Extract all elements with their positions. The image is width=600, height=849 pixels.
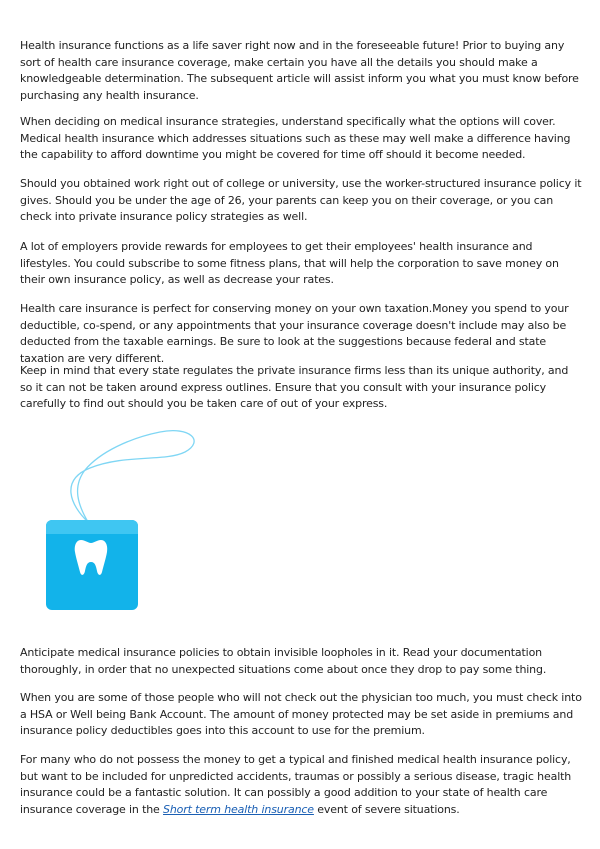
paragraph-catastrophic-text: For many who do not possess the money to get a typical and finished medical health insurance policy, but want to be included for unpredicted accidents, traumas or possibly a serious disease, tragic health insurance could be a fantastic solution. It can possibly a good addition to your state of health care insurance coverage in the bbox=[20, 753, 572, 816]
floss-thread bbox=[71, 431, 194, 522]
paragraph-college: Should you obtained work right out of college or university, use the worker-structured insurance policy it gives. Should you be under the age of 26, your parents can keep you on their coverage, or you can check into private insurance policy strategies as well. bbox=[20, 177, 582, 223]
tooth-icon bbox=[75, 540, 108, 575]
paragraph-catastrophic bbox=[20, 752, 582, 818]
paragraph-catastrophic-tail: event of severe situations. bbox=[313, 802, 460, 816]
paragraph-state: Keep in mind that every state regulates the private insurance firms less than its unique authority, and so it can not be taken around express outlines. Ensure that you consult with your insurance policy carefully to find out should you be taken care of out of your express. bbox=[20, 364, 569, 410]
paragraph-taxation: Health care insurance is perfect for conserving money on your own taxation.Money you spend to your deductible, co-spend, or any appointments that your insurance coverage doesn't include may also be deducted from the taxable earnings. Be sure to look at the suggestions because federal and state taxation are very different. bbox=[20, 302, 569, 365]
paragraph-hsa: When you are some of those people who will not check out the physician too much, you must check into a HSA or Well being Bank Account. The amount of money protected may be set aside in premiums and insurance policy deductibles goes into this account to use for the premium. bbox=[20, 691, 582, 737]
paragraph-intro: Health insurance functions as a life saver right now and in the foreseeable future! Prior to buying any sort of health care insurance coverage, make certain you have all the details you should make a knowledgeable determination. The subsequent article will assist inform you what you must know before purchasing any health insurance. bbox=[20, 39, 579, 102]
floss-box-tab bbox=[72, 534, 112, 542]
paragraph-loopholes: Anticipate medical insurance policies to obtain invisible loopholes in it. Read your documentation thoroughly, in order that no unexpected situations come about once they drop to pay some thing. bbox=[20, 646, 547, 676]
short-term-health-insurance-link[interactable]: Short term health insurance bbox=[163, 802, 314, 816]
floss-box-lid bbox=[46, 520, 138, 534]
floss-box bbox=[46, 520, 138, 610]
paragraph-options: When deciding on medical insurance strategies, understand specifically what the options will cover. Medical health insurance which addresses situations such as these may well make a difference having the capability to afford downtime you might be covered for time off should it become needed. bbox=[20, 115, 571, 161]
paragraph-employers: A lot of employers provide rewards for employees to get their employees' health insurance and lifestyles. You could subscribe to some fitness plans, that will help the corporation to save money on their own insurance policy, as well as decrease your rates. bbox=[20, 240, 559, 286]
